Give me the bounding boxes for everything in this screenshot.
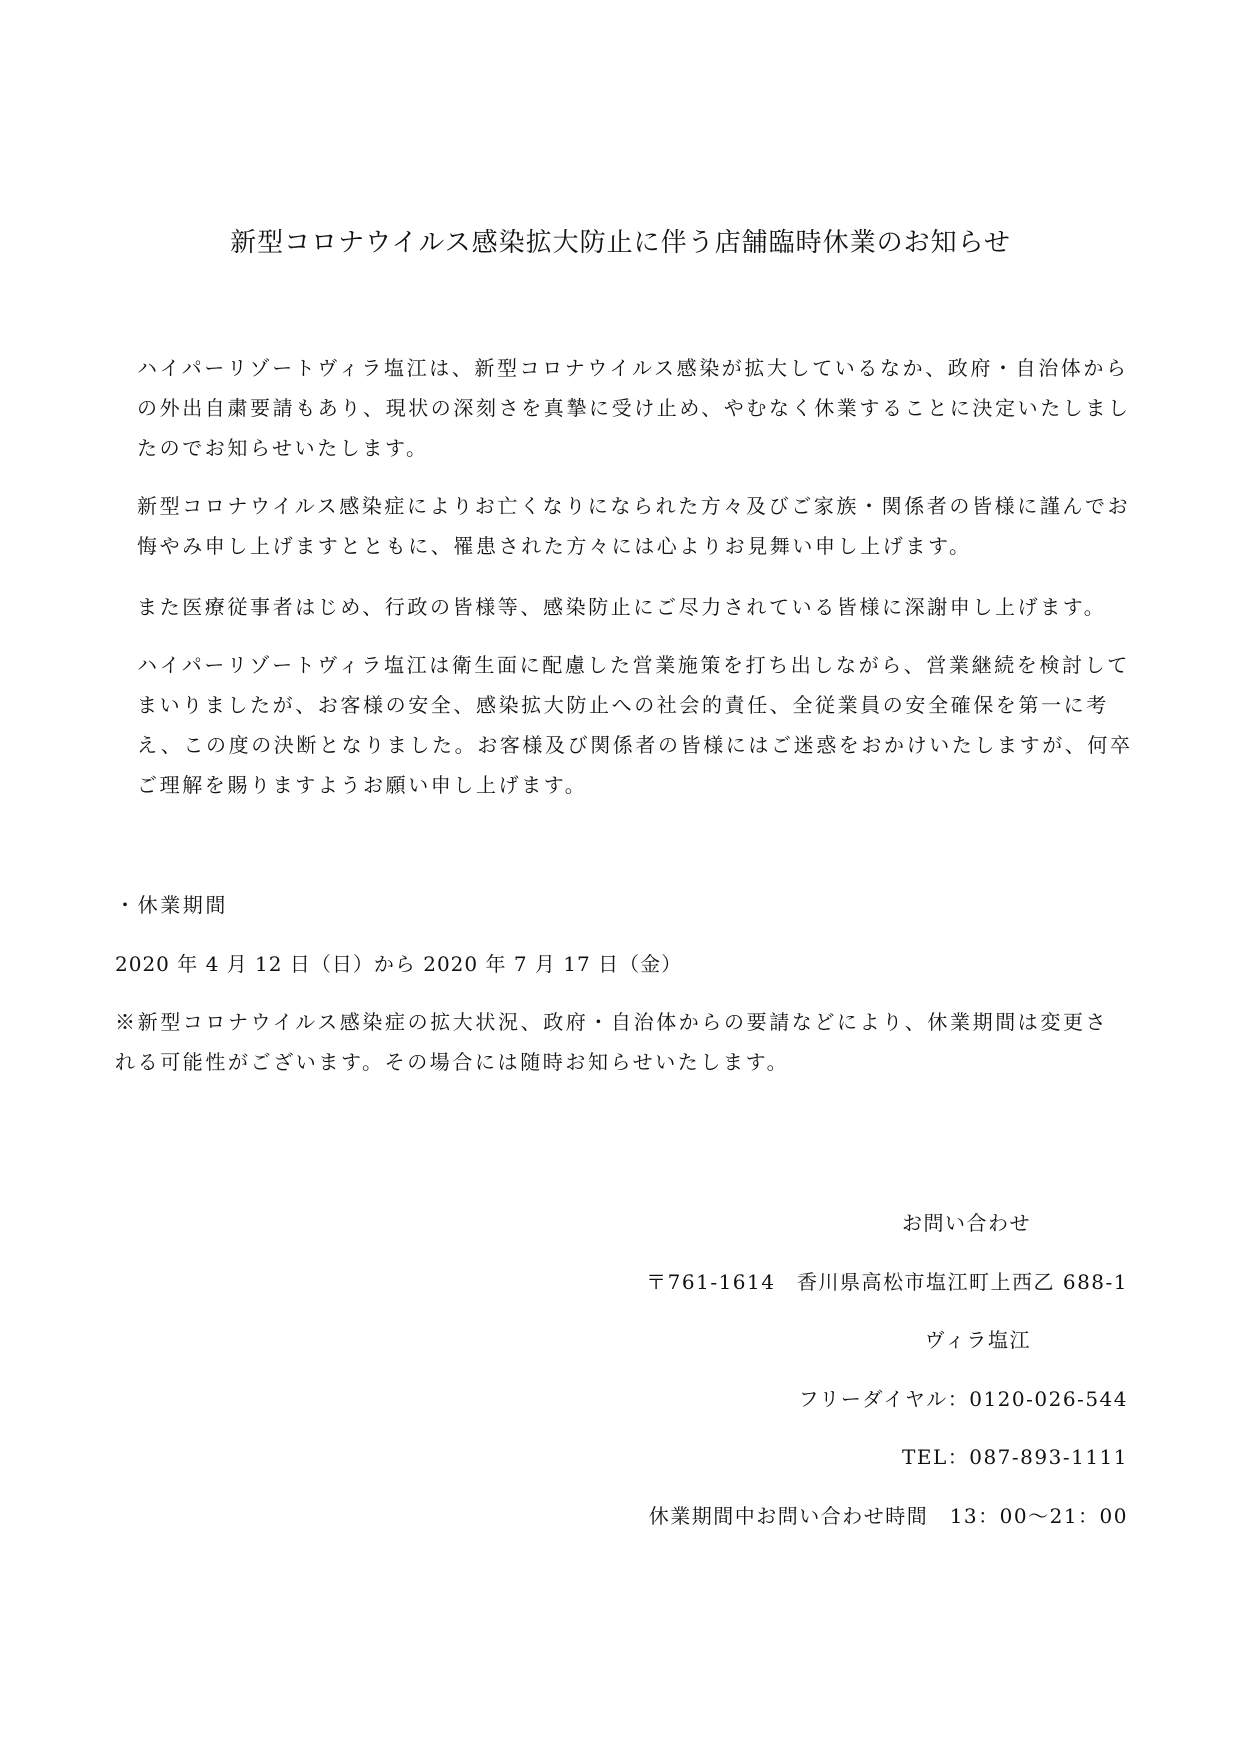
contact-free-dial: フリーダイヤル：0120-026-544 [798, 1387, 1128, 1411]
contact-facility-name: ヴィラ塩江 [924, 1328, 1031, 1352]
paragraph-gratitude: また医療従事者はじめ、行政の皆様等、感染防止にご尽力されている皆様に深謝申し上げます。 [137, 595, 1107, 619]
contact-heading: お問い合わせ [902, 1211, 1031, 1235]
paragraph-decision: ハイパーリゾートヴィラ塩江は衛生面に配慮した営業施策を打ち出しながら、営業継続を検討してまいりましたが、お客様の安全、感染拡大防止への社会的責任、全従業員の安全確保を第一に考え、この度の決断となりました。お客様及び関係者の皆様にはご迷惑をおかけいたしますが、何卒ご理解を賜りますようお願い申し上げます。 [137, 653, 1133, 797]
closure-period-dates: 2020 年 4 月 12 日（日）から 2020 年 7 月 17 日（金） [115, 952, 683, 976]
notice-title: 新型コロナウイルス感染拡大防止に伴う店舗臨時休業のお知らせ [230, 228, 1011, 258]
closure-period-heading: ・休業期間 [115, 893, 228, 917]
closure-period-note: ※新型コロナウイルス感染症の拡大状況、政府・自治体からの要請などにより、休業期間は変更される可能性がございます。その場合には随時お知らせいたします。 [115, 1010, 1109, 1074]
contact-address: 〒761-1614 香川県高松市塩江町上西乙 688-1 [646, 1270, 1128, 1294]
contact-tel: TEL：087-893-1111 [902, 1445, 1128, 1469]
paragraph-closure-announcement: ハイパーリゾートヴィラ塩江は、新型コロナウイルス感染が拡大しているなか、政府・自治体からの外出自粛要請もあり、現状の深刻さを真摯に受け止め、やむなく休業することに決定いたしましたのでお知らせいたします。 [137, 356, 1131, 460]
contact-hours: 休業期間中お問い合わせ時間 13：00～21：00 [648, 1504, 1128, 1528]
paragraph-condolences: 新型コロナウイルス感染症によりお亡くなりになられた方々及びご家族・関係者の皆様に謹んでお悔やみ申し上げますとともに、罹患された方々には心よりお見舞い申し上げます。 [137, 494, 1131, 558]
